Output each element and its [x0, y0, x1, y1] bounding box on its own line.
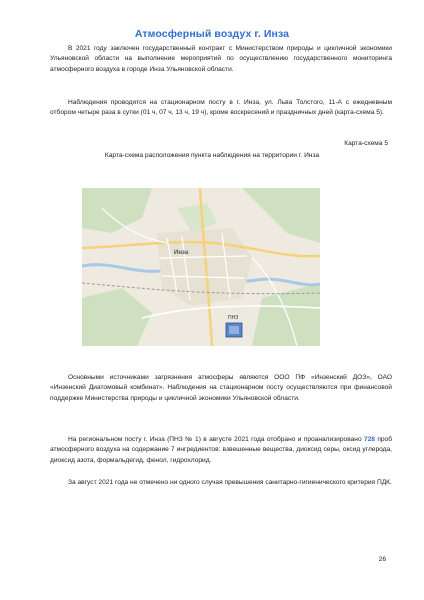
samples-count: 728: [363, 436, 375, 443]
town-label: Инза: [174, 250, 189, 256]
location-map: [82, 188, 320, 346]
paragraph-contract: В 2021 году заключен государственный контракт с Министерством природы и цикличной экономики Ульяновской области на выполнение мероприятий по осуществлению государственного мониторинга атмосферного воздуха в городе Инза Ульяновской области.: [50, 45, 392, 73]
map-graphic: [82, 188, 320, 346]
samples-text-after: проб атмосферного воздуха на содержание 7 ингредиентов: взвешенные вещества, диоксид серы, оксид углерода, диоксид азота, формальдегид, фенол, гидрохлорид.: [50, 436, 392, 464]
paragraph-observations: Наблюдения проводятся на стационарном посту в г. Инза, ул. Льва Толстого, 11-А с ежедневным отбором четыре раза в сутки (01 ч, 07 ч, 13 ч, 19 ч), кроме воскресений и праздничных дней (карта-схема 5).: [50, 99, 392, 117]
samples-text-before: На региональном посту г. Инза (ПНЗ № 1) в августе 2021 года отобрано и проанализировано: [68, 436, 364, 443]
paragraph-samples: [50, 435, 392, 466]
station-marker-inner: [229, 326, 239, 334]
page-number: 26: [378, 556, 386, 563]
station-label: ПНЗ: [228, 315, 239, 321]
paragraph-pollution-sources: Основными источниками загрязнения атмосферы являются ООО ПФ «Инзенский ДОЗ», ОАО «Инзенский Диатомовый комбинат». Наблюдения на стационарном посту осуществляются при финансовой поддержке Министерства природы и цикличной экономики Ульяновской области.: [50, 374, 392, 402]
map-caption: Карта-схема расположения пункта наблюдения на территории г. Инза: [104, 152, 320, 159]
paragraph-pdk: За август 2021 года не отмечено ни одного случая превышения санитарно-гигиенического критерия ПДК.: [68, 479, 392, 486]
page-title: Атмосферный воздух г. Инза: [134, 28, 290, 40]
map-label: Карта-схема 5: [344, 140, 388, 147]
